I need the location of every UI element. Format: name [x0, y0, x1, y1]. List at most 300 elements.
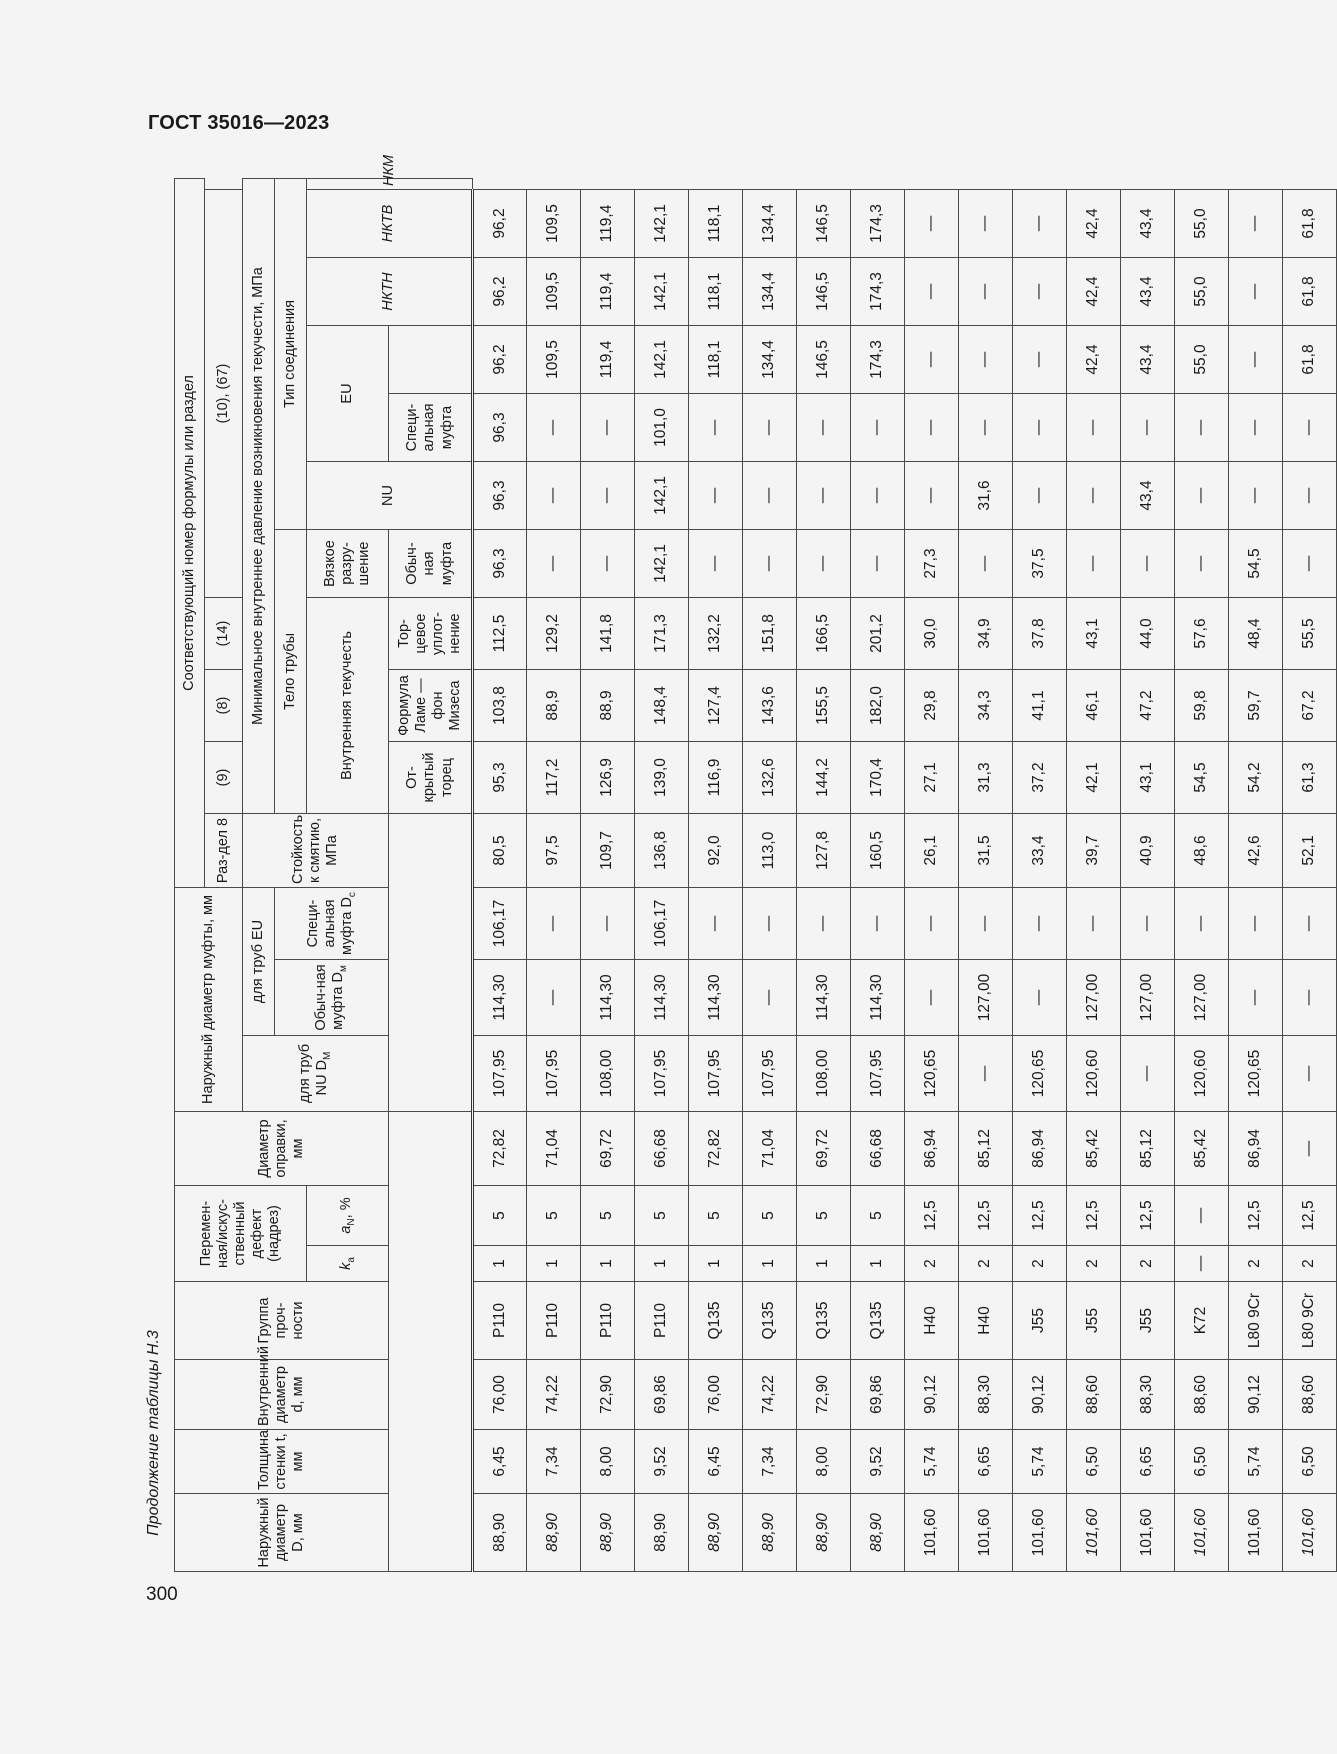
cell-yield-open-end: 54,5 — [1175, 742, 1229, 814]
cell-nu-pipes: 107,95 — [689, 1036, 743, 1112]
cell-eu-special: — — [797, 888, 851, 960]
cell-mandrel: 69,72 — [797, 1112, 851, 1186]
cell-outer-diameter: 88,90 — [851, 1494, 905, 1572]
th-eu-reg-coupling: Обыч-ная муфта — [389, 530, 473, 598]
cell-eu-regular: — — [527, 960, 581, 1036]
th-internal-yield: Внутренняя текучесть — [307, 598, 389, 814]
table-caption: Продолжение таблицы Н.3 — [145, 1330, 162, 1536]
cell-ductile-burst: 171,3 — [635, 598, 689, 670]
cell-collapse: 40,9 — [1121, 814, 1175, 888]
cell-nktn: — — [905, 326, 959, 394]
th-defect: Перемен-ная/искус-ственный дефект (надрез) — [175, 1186, 307, 1282]
cell-nktn: 119,4 — [581, 326, 635, 394]
cell-mandrel: 86,94 — [1229, 1112, 1283, 1186]
cell-nu-pipes: 107,95 — [473, 1036, 527, 1112]
cell-ductile-burst: 44,0 — [1121, 598, 1175, 670]
th-an: $a_N$, % — [307, 1186, 389, 1246]
cell-ka: 2 — [1013, 1246, 1067, 1282]
cell-wall-thickness: 6,45 — [689, 1430, 743, 1494]
cell-yield-open-end: 61,3 — [1283, 742, 1337, 814]
cell-eu-regular: 127,00 — [1175, 960, 1229, 1036]
th-ref-10-67: (10), (67) — [205, 190, 243, 598]
cell-inner-diameter: 90,12 — [1229, 1360, 1283, 1430]
cell-conn-eu-special: — — [1229, 394, 1283, 462]
cell-strength-group: L80 9Cr — [1229, 1282, 1283, 1360]
cell-wall-thickness: 5,74 — [905, 1430, 959, 1494]
cell-strength-group: Q135 — [851, 1282, 905, 1360]
cell-ka: 2 — [1121, 1246, 1175, 1282]
cell-mandrel: 71,04 — [527, 1112, 581, 1186]
cell-nu-pipes: — — [959, 1036, 1013, 1112]
table-row — [959, 179, 1013, 1572]
cell-nktn: 118,1 — [689, 326, 743, 394]
table-row — [1121, 179, 1175, 1572]
cell-an: 12,5 — [1067, 1186, 1121, 1246]
cell-nktn: 43,4 — [1121, 326, 1175, 394]
cell-conn-eu-regular: — — [743, 462, 797, 530]
th-eu-special: Специ-альная муфта $D_с$ — [275, 888, 389, 960]
th-formula-ref: Соответствующий номер формулы или раздел — [175, 179, 205, 888]
th-eu: EU — [307, 326, 389, 462]
cell-mandrel: 66,68 — [851, 1112, 905, 1186]
cell-yield-open-end: 54,2 — [1229, 742, 1283, 814]
cell-wall-thickness: 7,34 — [743, 1430, 797, 1494]
cell-nkm: 96,2 — [473, 190, 527, 258]
th-outer-diameter: Наружный диаметр D, мм — [175, 1494, 389, 1572]
cell-nu-pipes: 107,95 — [527, 1036, 581, 1112]
cell-conn-eu-special: — — [581, 394, 635, 462]
cell-nktv: 55,0 — [1175, 258, 1229, 326]
cell-outer-diameter: 88,90 — [743, 1494, 797, 1572]
cell-conn-nu: — — [581, 530, 635, 598]
cell-nktv: 119,4 — [581, 258, 635, 326]
cell-mandrel: — — [1283, 1112, 1337, 1186]
cell-conn-nu: 142,1 — [635, 530, 689, 598]
th-ref-section: Раз-дел 8 — [205, 814, 243, 888]
cell-yield-open-end: 116,9 — [689, 742, 743, 814]
cell-outer-diameter: 88,90 — [473, 1494, 527, 1572]
cell-conn-eu-regular: — — [689, 462, 743, 530]
cell-nktv: — — [905, 258, 959, 326]
cell-yield-open-end: 42,1 — [1067, 742, 1121, 814]
cell-yield-lame: 88,9 — [581, 670, 635, 742]
cell-wall-thickness: 6,50 — [1283, 1430, 1337, 1494]
cell-ductile-burst: 151,8 — [743, 598, 797, 670]
cell-yield-open-end: 117,2 — [527, 742, 581, 814]
cell-ductile-burst: 112,5 — [473, 598, 527, 670]
cell-mandrel: 85,12 — [1121, 1112, 1175, 1186]
cell-yield-lame: 34,3 — [959, 670, 1013, 742]
cell-yield-open-end: 139,0 — [635, 742, 689, 814]
cell-ka: 1 — [797, 1246, 851, 1282]
table-row — [689, 179, 743, 1572]
cell-an: 12,5 — [1229, 1186, 1283, 1246]
th-mandrel: Диаметр оправки, мм — [175, 1112, 389, 1186]
cell-yield-lame: 67,2 — [1283, 670, 1337, 742]
th-nktn: НКТН — [307, 258, 473, 326]
cell-strength-group: J55 — [1121, 1282, 1175, 1360]
cell-ka: 1 — [689, 1246, 743, 1282]
cell-yield-open-end: 170,4 — [851, 742, 905, 814]
th-eu-pipes: для труб EU — [243, 888, 275, 1036]
cell-conn-eu-special: 101,0 — [635, 394, 689, 462]
cell-eu-special: — — [905, 888, 959, 960]
cell-eu-special: — — [959, 888, 1013, 960]
cell-mandrel: 85,42 — [1175, 1112, 1229, 1186]
cell-yield-lame: 182,0 — [851, 670, 905, 742]
cell-strength-group: Q135 — [797, 1282, 851, 1360]
cell-nkm: 174,3 — [851, 190, 905, 258]
cell-inner-diameter: 74,22 — [743, 1360, 797, 1430]
cell-nktv: — — [1229, 258, 1283, 326]
cell-nktn: 96,2 — [473, 326, 527, 394]
th-end-seal-1: Тор-цевое уплот-нение — [389, 598, 473, 670]
cell-inner-diameter: 72,90 — [581, 1360, 635, 1430]
cell-nktv: 118,1 — [689, 258, 743, 326]
th-inner-diameter: Внутренний диаметр d, мм — [175, 1360, 389, 1430]
cell-mandrel: 66,68 — [635, 1112, 689, 1186]
table-row — [473, 179, 527, 1572]
cell-nktn: 55,0 — [1175, 326, 1229, 394]
cell-eu-special: — — [851, 888, 905, 960]
cell-conn-eu-special: — — [1067, 394, 1121, 462]
cell-an: 5 — [689, 1186, 743, 1246]
cell-strength-group: Q135 — [689, 1282, 743, 1360]
cell-conn-nu: 37,5 — [1013, 530, 1067, 598]
cell-yield-open-end: 37,2 — [1013, 742, 1067, 814]
table-row — [635, 179, 689, 1572]
cell-an: 5 — [581, 1186, 635, 1246]
cell-conn-nu: — — [1283, 530, 1337, 598]
cell-eu-regular: 114,30 — [797, 960, 851, 1036]
cell-eu-special: 106,17 — [473, 888, 527, 960]
cell-conn-eu-special: — — [527, 394, 581, 462]
cell-outer-diameter: 101,60 — [905, 1494, 959, 1572]
th-spacer-2 — [389, 814, 473, 1112]
cell-nkm: 42,4 — [1067, 190, 1121, 258]
cell-outer-diameter: 101,60 — [1175, 1494, 1229, 1572]
cell-collapse: 136,8 — [635, 814, 689, 888]
cell-wall-thickness: 9,52 — [635, 1430, 689, 1494]
cell-collapse: 113,0 — [743, 814, 797, 888]
cell-outer-diameter: 101,60 — [1013, 1494, 1067, 1572]
cell-nu-pipes: 120,60 — [1175, 1036, 1229, 1112]
cell-eu-regular: 114,30 — [473, 960, 527, 1036]
cell-yield-lame: 46,1 — [1067, 670, 1121, 742]
cell-nkm: — — [905, 190, 959, 258]
cell-ductile-burst: 132,2 — [689, 598, 743, 670]
cell-ka: 2 — [1229, 1246, 1283, 1282]
cell-yield-lame: 88,9 — [527, 670, 581, 742]
cell-nktn: 142,1 — [635, 326, 689, 394]
cell-conn-eu-regular: — — [1175, 462, 1229, 530]
cell-nktv: 109,5 — [527, 258, 581, 326]
cell-yield-open-end: 43,1 — [1121, 742, 1175, 814]
cell-collapse: 109,7 — [581, 814, 635, 888]
cell-conn-eu-regular: 96,3 — [473, 462, 527, 530]
cell-nktv: 61,8 — [1283, 258, 1337, 326]
cell-ka: 2 — [1067, 1246, 1121, 1282]
cell-eu-regular: — — [1013, 960, 1067, 1036]
cell-conn-eu-special: — — [689, 394, 743, 462]
cell-inner-diameter: 76,00 — [473, 1360, 527, 1430]
cell-eu-special: — — [581, 888, 635, 960]
cell-collapse: 80,5 — [473, 814, 527, 888]
cell-conn-eu-regular: — — [1283, 462, 1337, 530]
cell-ductile-burst: 48,4 — [1229, 598, 1283, 670]
cell-nu-pipes: 107,95 — [635, 1036, 689, 1112]
cell-conn-nu: — — [797, 530, 851, 598]
cell-conn-eu-special: — — [1175, 394, 1229, 462]
th-wall-thickness: Толщина стенки t, мм — [175, 1430, 389, 1494]
cell-yield-open-end: 31,3 — [959, 742, 1013, 814]
cell-collapse: 97,5 — [527, 814, 581, 888]
table-row — [905, 179, 959, 1572]
th-collapse: Стойкость к смятию, МПа — [243, 814, 389, 888]
cell-eu-special: — — [1229, 888, 1283, 960]
cell-yield-open-end: 95,3 — [473, 742, 527, 814]
cell-strength-group: H40 — [905, 1282, 959, 1360]
cell-an: 12,5 — [1283, 1186, 1337, 1246]
table-row — [743, 179, 797, 1572]
cell-ka: 1 — [527, 1246, 581, 1282]
cell-wall-thickness: 6,45 — [473, 1430, 527, 1494]
cell-mandrel: 86,94 — [1013, 1112, 1067, 1186]
cell-nu-pipes: 120,65 — [905, 1036, 959, 1112]
cell-collapse: 92,0 — [689, 814, 743, 888]
table-row — [581, 179, 635, 1572]
cell-ductile-burst: 141,8 — [581, 598, 635, 670]
table-row — [1229, 179, 1283, 1572]
cell-strength-group: P110 — [635, 1282, 689, 1360]
rotated-table — [174, 154, 1318, 1572]
th-pipe-body: Тело трубы — [275, 530, 307, 814]
cell-wall-thickness: 6,50 — [1067, 1430, 1121, 1494]
cell-an: — — [1175, 1186, 1229, 1246]
cell-eu-regular: — — [1283, 960, 1337, 1036]
cell-yield-lame: 59,8 — [1175, 670, 1229, 742]
table-header — [175, 154, 473, 1572]
th-connection-type: Тип соединения — [275, 179, 307, 530]
cell-conn-eu-regular: 31,6 — [959, 462, 1013, 530]
cell-outer-diameter: 101,60 — [959, 1494, 1013, 1572]
cell-nktn: 134,4 — [743, 326, 797, 394]
cell-conn-nu: — — [1067, 530, 1121, 598]
cell-ka: 1 — [743, 1246, 797, 1282]
table-row — [527, 179, 581, 1572]
cell-nkm: 118,1 — [689, 190, 743, 258]
cell-nu-pipes: 108,00 — [797, 1036, 851, 1112]
cell-ka: 2 — [959, 1246, 1013, 1282]
cell-conn-nu: — — [527, 530, 581, 598]
cell-inner-diameter: 88,60 — [1067, 1360, 1121, 1430]
cell-ductile-burst: 201,2 — [851, 598, 905, 670]
cell-collapse: 31,5 — [959, 814, 1013, 888]
th-nu-pipes: для труб NU $D_M$ — [243, 1036, 389, 1112]
cell-ka: 1 — [851, 1246, 905, 1282]
cell-ductile-burst: 30,0 — [905, 598, 959, 670]
cell-eu-regular: 127,00 — [959, 960, 1013, 1036]
th-nktv: НКТВ — [307, 190, 473, 258]
cell-conn-eu-regular: — — [797, 462, 851, 530]
cell-inner-diameter: 76,00 — [689, 1360, 743, 1430]
cell-nkm: 142,1 — [635, 190, 689, 258]
cell-nkm: 119,4 — [581, 190, 635, 258]
cell-conn-nu: 27,3 — [905, 530, 959, 598]
cell-wall-thickness: 6,65 — [959, 1430, 1013, 1494]
cell-an: 5 — [635, 1186, 689, 1246]
cell-yield-open-end: 27,1 — [905, 742, 959, 814]
cell-nktv: 142,1 — [635, 258, 689, 326]
cell-wall-thickness: 8,00 — [581, 1430, 635, 1494]
cell-an: 5 — [851, 1186, 905, 1246]
cell-conn-eu-regular: — — [1229, 462, 1283, 530]
document-header: ГОСТ 35016—2023 — [148, 112, 330, 134]
cell-nktn: — — [959, 326, 1013, 394]
cell-inner-diameter: 74,22 — [527, 1360, 581, 1430]
table-caption-container — [141, 1296, 167, 1570]
cell-strength-group: Q135 — [743, 1282, 797, 1360]
cell-strength-group: L80 9Cr — [1283, 1282, 1337, 1360]
cell-yield-open-end: 144,2 — [797, 742, 851, 814]
cell-ductile-burst: 57,6 — [1175, 598, 1229, 670]
cell-nu-pipes: 120,65 — [1013, 1036, 1067, 1112]
cell-eu-regular: — — [743, 960, 797, 1036]
page-number: 300 — [146, 1584, 178, 1605]
cell-yield-lame: 155,5 — [797, 670, 851, 742]
cell-nkm: — — [1013, 190, 1067, 258]
cell-nktv: 134,4 — [743, 258, 797, 326]
cell-nkm: — — [959, 190, 1013, 258]
cell-nktn: 42,4 — [1067, 326, 1121, 394]
cell-eu-special: — — [1175, 888, 1229, 960]
cell-outer-diameter: 88,90 — [635, 1494, 689, 1572]
cell-wall-thickness: 5,74 — [1229, 1430, 1283, 1494]
table-row — [1013, 179, 1067, 1572]
cell-conn-eu-regular: — — [851, 462, 905, 530]
cell-conn-eu-regular: 43,4 — [1121, 462, 1175, 530]
cell-nktv: 42,4 — [1067, 258, 1121, 326]
cell-yield-lame: 148,4 — [635, 670, 689, 742]
cell-ductile-burst: 34,9 — [959, 598, 1013, 670]
cell-collapse: 48,6 — [1175, 814, 1229, 888]
cell-nkm: 43,4 — [1121, 190, 1175, 258]
cell-nu-pipes: 108,00 — [581, 1036, 635, 1112]
table-row — [1175, 179, 1229, 1572]
cell-wall-thickness: 8,00 — [797, 1430, 851, 1494]
th-nkm: НКМ — [307, 179, 473, 190]
cell-conn-eu-regular: — — [905, 462, 959, 530]
cell-strength-group: K72 — [1175, 1282, 1229, 1360]
cell-collapse: 52,1 — [1283, 814, 1337, 888]
cell-an: 5 — [743, 1186, 797, 1246]
cell-nktv: 146,5 — [797, 258, 851, 326]
cell-inner-diameter: 90,12 — [905, 1360, 959, 1430]
cell-conn-eu-special: — — [743, 394, 797, 462]
cell-yield-open-end: 126,9 — [581, 742, 635, 814]
th-eu-spec-coupling: Специ-альная муфта — [389, 394, 473, 462]
cell-wall-thickness: 6,65 — [1121, 1430, 1175, 1494]
th-coupling-od: Наружный диаметр муфты, мм — [175, 888, 243, 1112]
cell-wall-thickness: 6,50 — [1175, 1430, 1229, 1494]
cell-conn-eu-regular: — — [1067, 462, 1121, 530]
cell-outer-diameter: 101,60 — [1121, 1494, 1175, 1572]
cell-nktv: — — [1013, 258, 1067, 326]
cell-eu-special: — — [527, 888, 581, 960]
cell-eu-special: — — [1121, 888, 1175, 960]
cell-nu-pipes: — — [1283, 1036, 1337, 1112]
cell-mandrel: 85,12 — [959, 1112, 1013, 1186]
cell-ductile-burst: 55,5 — [1283, 598, 1337, 670]
cell-yield-lame: 143,6 — [743, 670, 797, 742]
cell-conn-nu: 96,3 — [473, 530, 527, 598]
cell-outer-diameter: 88,90 — [581, 1494, 635, 1572]
cell-collapse: 42,6 — [1229, 814, 1283, 888]
cell-eu-regular: 114,30 — [635, 960, 689, 1036]
cell-ductile-burst: 129,2 — [527, 598, 581, 670]
cell-conn-nu: — — [1121, 530, 1175, 598]
cell-nkm: 109,5 — [527, 190, 581, 258]
cell-nkm: — — [1229, 190, 1283, 258]
cell-eu-special: 106,17 — [635, 888, 689, 960]
cell-nktv: — — [959, 258, 1013, 326]
cell-eu-regular: — — [1229, 960, 1283, 1036]
cell-strength-group: P110 — [581, 1282, 635, 1360]
cell-conn-nu: 54,5 — [1229, 530, 1283, 598]
cell-conn-nu: — — [689, 530, 743, 598]
cell-nktv: 96,2 — [473, 258, 527, 326]
cell-mandrel: 86,94 — [905, 1112, 959, 1186]
cell-collapse: 160,5 — [851, 814, 905, 888]
cell-inner-diameter: 69,86 — [851, 1360, 905, 1430]
cell-strength-group: P110 — [473, 1282, 527, 1360]
cell-outer-diameter: 101,60 — [1067, 1494, 1121, 1572]
cell-nktn: — — [1013, 326, 1067, 394]
cell-nktn: 146,5 — [797, 326, 851, 394]
cell-nu-pipes: 120,60 — [1067, 1036, 1121, 1112]
cell-nu-pipes: 120,65 — [1229, 1036, 1283, 1112]
cell-conn-eu-special: — — [1121, 394, 1175, 462]
cell-nktn: — — [1229, 326, 1283, 394]
cell-an: 12,5 — [1013, 1186, 1067, 1246]
cell-inner-diameter: 88,30 — [1121, 1360, 1175, 1430]
cell-inner-diameter: 88,60 — [1175, 1360, 1229, 1430]
th-ka: $k_a$ — [307, 1246, 389, 1282]
cell-inner-diameter: 88,30 — [959, 1360, 1013, 1430]
cell-conn-eu-special: — — [1283, 394, 1337, 462]
cell-ka: 1 — [581, 1246, 635, 1282]
th-nu: NU — [307, 462, 473, 530]
cell-outer-diameter: 88,90 — [689, 1494, 743, 1572]
cell-conn-eu-special: — — [905, 394, 959, 462]
cell-nktn: 61,8 — [1283, 326, 1337, 394]
th-min-pressure: Минимальное внутреннее давление возникновения текучести, МПа — [243, 179, 275, 814]
cell-nu-pipes: — — [1121, 1036, 1175, 1112]
cell-ka: 2 — [905, 1246, 959, 1282]
th-lame: Формула Ламе — фон Мизеса — [389, 670, 473, 742]
cell-ductile-burst: 166,5 — [797, 598, 851, 670]
cell-wall-thickness: 5,74 — [1013, 1430, 1067, 1494]
cell-nktn: 174,3 — [851, 326, 905, 394]
cell-outer-diameter: 88,90 — [797, 1494, 851, 1572]
cell-eu-special: — — [1013, 888, 1067, 960]
table-row — [797, 179, 851, 1572]
cell-ka: — — [1175, 1246, 1229, 1282]
cell-yield-open-end: 132,6 — [743, 742, 797, 814]
cell-an: 12,5 — [905, 1186, 959, 1246]
cell-eu-regular: 114,30 — [581, 960, 635, 1036]
cell-eu-regular: 127,00 — [1067, 960, 1121, 1036]
